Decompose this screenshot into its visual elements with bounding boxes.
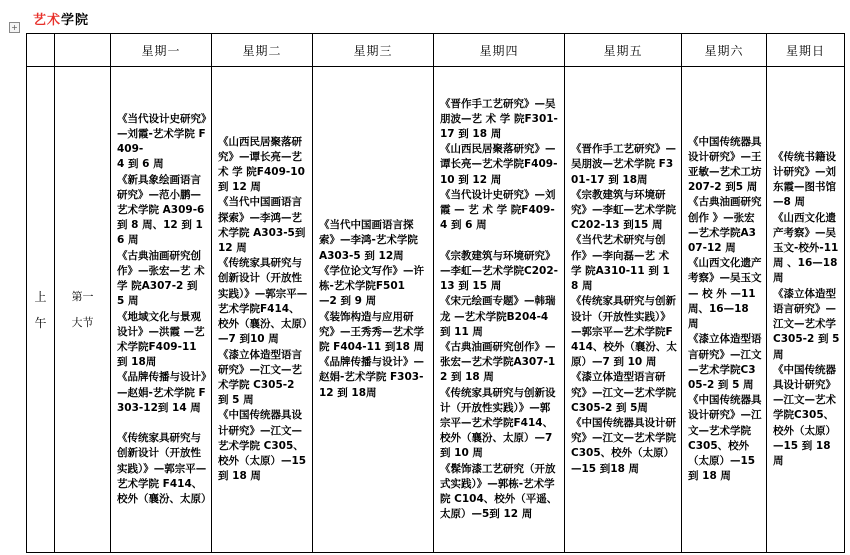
table-move-handle-icon[interactable]: + bbox=[9, 22, 20, 33]
header-sunday: 星期日 bbox=[767, 34, 845, 67]
cell-sunday: 《传统书籍设计研究》—刘东霞—图书馆—8 周 《山西文化遗产考察》—吴玉文-校外-11 周 、16—18 周 《漆立体造型语言研究》—江文—艺术学 C305-2 到 5周 《中国传统器具设计研究》—江文—艺术学院C305、校外（太原）—15 到 18 周 bbox=[767, 67, 845, 553]
header-friday: 星期五 bbox=[565, 34, 682, 67]
schedule-table bbox=[26, 33, 845, 553]
header-saturday: 星期六 bbox=[682, 34, 767, 67]
header-thursday: 星期四 bbox=[434, 34, 565, 67]
header-monday: 星期一 bbox=[111, 34, 212, 67]
cell-tuesday: 《山西民居聚落研究》—谭长亮—艺 术 学 院F409-10 到 12 周 《当代中国画语言探索》—李鸿—艺术学院 A303-5到 12 周 《传统家具研究与创新设计（开放性实践）》—郭宗平—艺术学院F414、校外（襄汾、太原）—7 到10 周 《漆立体造型语言研究》—江文—艺术学院 C305-2 到 5 周 《中国传统器具设计研究》—江文—艺术学院 C305、校外（太原）—15到 18 周 bbox=[212, 67, 313, 553]
cell-thursday: 《晋作手工艺研究》—吴朋波—艺 术 学 院F301-17 到 18 周 《山西民居聚落研究》—谭长亮—艺术学院F409-10 到 12 周 《当代设计史研究》—刘 霞 — 艺 术 学 院F409-4 到 6 周 《宗教建筑与环境研究》—李虹—艺术学院C202-13 到 15 周 《宋元绘画专题》—韩瑞龙 —艺术学院B204-4 到 11 周 《古典油画研究创作》—张宏—艺术学院A307-12 到 18 周 《传统家具研究与创新设计（开放性实践）》—郭宗平—艺术学院F414、校外（襄汾、太原）—7 到 10 周 《髹饰漆工艺研究（开放式实践）》—郭栋-艺术学院 C104、校外（平遥、太原）—5到 12 周 bbox=[434, 67, 565, 553]
period-label: 上 午 bbox=[27, 67, 55, 553]
corner-cell-2 bbox=[55, 34, 111, 67]
morning-row bbox=[27, 67, 845, 553]
cell-wednesday: 《当代中国画语言探索》—李鸿-艺术学院 A303-5 到 12周 《学位论文写作》—许栋-艺术学院F501 —2 到 9 周 《装饰构造与应用研究》—王秀秀—艺术学院 F404-11 到18 周 《品牌传播与设计》—赵娟-艺术学院 F303-12 到 18周 bbox=[313, 67, 434, 553]
title-rest: 学院 bbox=[61, 13, 90, 28]
corner-cell bbox=[27, 34, 55, 67]
slot-label: 第一 大节 bbox=[55, 67, 111, 553]
cell-friday: 《晋作手工艺研究》—吴朋波—艺术学院 F301-17 到 18周 《宗教建筑与环境研究》—李虹—艺术学院 C202-13 到15 周 《当代艺术研究与创作》—李向磊—艺 术 学 院A310-11 到 18 周 《传统家具研究与创新设计（开放性实践）》—郭宗平—艺术学院F414、校外（襄汾、太原）—7 到 10 周 《漆立体造型语言研究》—江文—艺术学院 C305-2 到 5周 《中国传统器具设计研究》—江文—艺术学院 C305、校外（太原）—15 到18 周 bbox=[565, 67, 682, 553]
cell-monday: 《当代设计史研究》—刘霞-艺术学院 F409- 4 到 6 周 《新具象绘画语言研究》—范小鹏—艺术学院 A309-6 到 8 周、12 到 16 周 《古典油画研究创作》—张宏—艺 术 学 院A307-2 到 5 周 《地域文化与景观设计》—洪霞 —艺术学院F409-11 到 18周 《品牌传播与设计》—赵娟-艺术学院 F303-12到 14 周 《传统家具研究与创新设计（开放性实践）》—郭宗平—艺术学院 F414、校外（襄汾、太原） bbox=[111, 67, 212, 553]
header-wednesday: 星期三 bbox=[313, 34, 434, 67]
title-accent: 艺术 bbox=[33, 13, 62, 28]
page-title bbox=[33, 9, 89, 28]
cell-saturday: 《中国传统器具设计研究》—王亚敏—艺术工坊 207-2 到5 周 《古典油画研究创作 》—张宏—艺术学院A307-12 周 《山西文化遗产考察》—吴玉文 — 校 外 —11周、16—18 周 《漆立体造型语言研究》—江文—艺术学院C305-2 到 5 周 《中国传统器具设计研究》—江文—艺术学院 C305、校外（太原）—15到 18 周 bbox=[682, 67, 767, 553]
header-tuesday: 星期二 bbox=[212, 34, 313, 67]
header-row bbox=[27, 34, 845, 67]
